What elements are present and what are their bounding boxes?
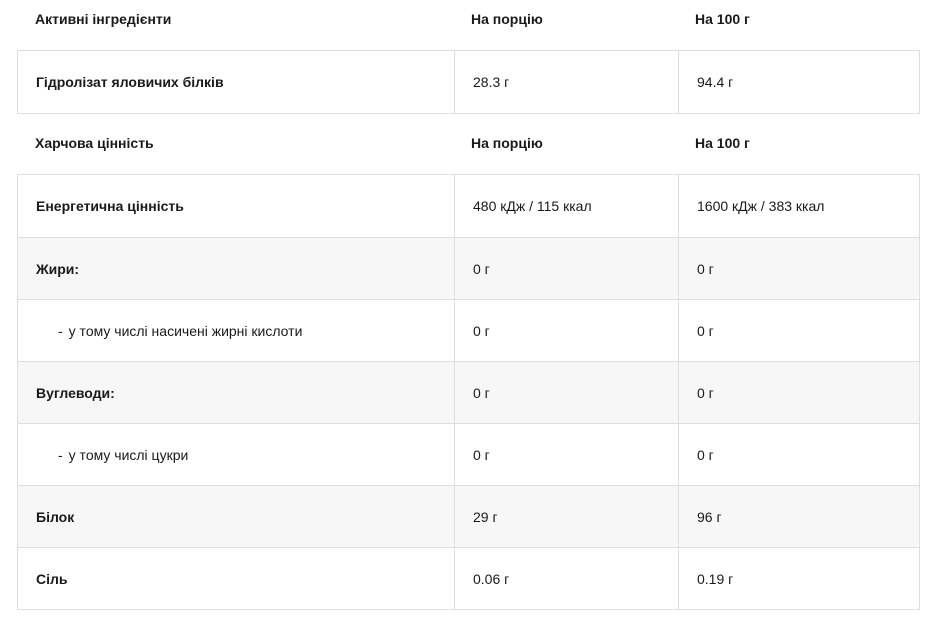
- row-per-serving: 0 г: [454, 424, 678, 485]
- table-row: [18, 423, 919, 485]
- row-name: у тому числі насичені жирні кислоти: [68, 322, 303, 339]
- row-per-100g: 0 г: [678, 424, 919, 485]
- row-name: Гідролізат яловичих білків: [36, 74, 224, 90]
- row-per-100g: 0.19 г: [678, 548, 919, 609]
- row-per-100g: 94.4 г: [678, 51, 919, 113]
- table-row: [18, 547, 919, 609]
- row-per-serving: 28.3 г: [454, 51, 678, 113]
- table-row: [18, 175, 919, 237]
- nutrition-header-serving: На порцію: [471, 135, 543, 151]
- row-name: Енергетична цінність: [36, 198, 184, 214]
- nutrition-header-100g: На 100 г: [695, 135, 750, 151]
- row-name: у тому числі цукри: [68, 446, 189, 463]
- row-name-sub: [18, 300, 454, 361]
- row-name: Білок: [36, 508, 75, 525]
- nutrition-header-name: Харчова цінність: [35, 135, 154, 151]
- row-per-serving: 480 кДж / 115 ккал: [454, 175, 678, 237]
- row-per-serving: 29 г: [454, 486, 678, 547]
- table-row: [18, 361, 919, 423]
- ingredients-section: [17, 0, 920, 38]
- row-name: Вуглеводи:: [36, 384, 115, 401]
- row-per-serving: 0 г: [454, 238, 678, 299]
- row-per-serving: 0 г: [454, 362, 678, 423]
- row-name: Жири:: [36, 260, 80, 277]
- row-per-100g: 0 г: [678, 300, 919, 361]
- ingredients-header: [17, 0, 920, 38]
- sub-item-dash: -: [58, 446, 63, 463]
- ingredients-header-100g: На 100 г: [695, 11, 750, 27]
- row-per-100g: 96 г: [678, 486, 919, 547]
- nutrition-section: [17, 112, 920, 174]
- nutrition-table: [17, 174, 920, 610]
- row-per-100g: 0 г: [678, 238, 919, 299]
- ingredients-header-name: Активні інгредієнти: [35, 11, 172, 27]
- row-name: Сіль: [36, 570, 68, 587]
- table-row: [18, 299, 919, 361]
- row-name-sub: [18, 424, 454, 485]
- table-row: [18, 237, 919, 299]
- row-per-100g: 0 г: [678, 362, 919, 423]
- sub-item-dash: -: [58, 322, 63, 339]
- ingredients-header-serving: На порцію: [471, 11, 543, 27]
- row-per-100g: 1600 кДж / 383 ккал: [678, 175, 919, 237]
- nutrition-header: [17, 112, 920, 174]
- table-row: [18, 485, 919, 547]
- row-per-serving: 0 г: [454, 300, 678, 361]
- row-per-serving: 0.06 г: [454, 548, 678, 609]
- table-row: [18, 51, 919, 113]
- ingredients-table: [17, 50, 920, 114]
